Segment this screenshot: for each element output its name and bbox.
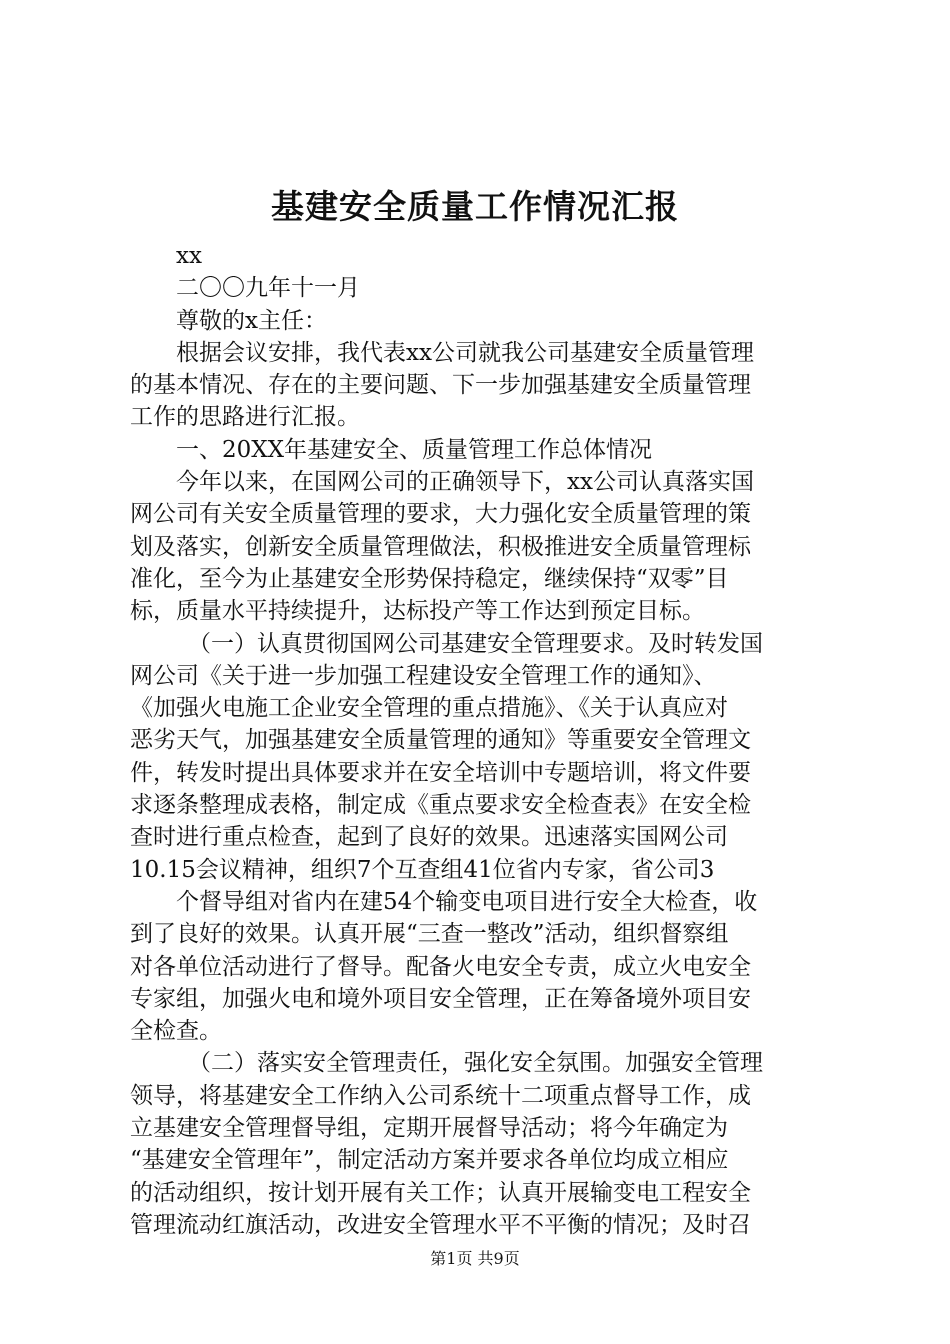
paragraph-line: “基建安全管理年”，制定活动方案并要求各单位均成立相应 — [130, 1147, 729, 1174]
paragraph-line: 管理流动红旗活动，改进安全管理水平不平衡的情况；及时召 — [130, 1211, 751, 1238]
salutation-line: 尊敬的x主任： — [176, 307, 327, 334]
paragraph-line: 划及落实，创新安全质量管理做法，积极推进安全质量管理标 — [130, 533, 751, 560]
paragraph-line: 的基本情况、存在的主要问题、下一步加强基建安全质量管理 — [130, 372, 751, 399]
paragraph-line: 查时进行重点检查，起到了良好的效果。迅速落实国网公司 — [130, 824, 728, 851]
paragraph-line: 个督导组对省内在建54个输变电项目进行安全大检查，收 — [176, 888, 758, 915]
paragraph-line: 根据会议安排，我代表xx公司就我公司基建安全质量管理 — [176, 339, 754, 366]
paragraph-line: 10.15会议精神，组织7个互查组41位省内专家，省公司3 — [130, 856, 715, 883]
paragraph-line: 件，转发时提出具体要求并在安全培训中专题培训，将文件要 — [130, 759, 751, 786]
paragraph-line: （一）认真贯彻国网公司基建安全管理要求。及时转发国 — [188, 630, 763, 657]
page-number-footer: 第1页 共9页 — [430, 1249, 520, 1268]
paragraph-line: 网公司有关安全质量管理的要求，大力强化安全质量管理的策 — [130, 501, 751, 528]
paragraph-line: 全检查。 — [130, 1018, 222, 1045]
paragraph-line: 工作的思路进行汇报。 — [130, 404, 360, 431]
paragraph-line: 到了良好的效果。认真开展“三查一整改”活动，组织督察组 — [130, 921, 729, 948]
paragraph-line: 立基建安全管理督导组，定期开展督导活动；将今年确定为 — [130, 1115, 728, 1142]
paragraph-line: 网公司《关于进一步加强工程建设安全管理工作的通知》、 — [130, 662, 717, 689]
paragraph-line: 标，质量水平持续提升，达标投产等工作达到预定目标。 — [130, 598, 705, 625]
author-line: xx — [176, 243, 202, 269]
paragraph-line: 准化，至今为止基建安全形势保持稳定，继续保持“双零”目 — [130, 565, 729, 592]
paragraph-line: 恶劣天气，加强基建安全质量管理的通知》等重要安全管理文 — [130, 727, 751, 754]
paragraph-line: 的活动组织，按计划开展有关工作；认真开展输变电工程安全 — [130, 1179, 751, 1206]
date-line: 二〇〇九年十一月 — [176, 275, 360, 302]
section-heading: 一、20XX年基建安全、质量管理工作总体情况 — [176, 436, 653, 463]
paragraph-line: 领导，将基建安全工作纳入公司系统十二项重点督导工作，成 — [130, 1082, 751, 1109]
paragraph-line: （二）落实安全管理责任，强化安全氛围。加强安全管理 — [188, 1050, 763, 1077]
paragraph-line: 专家组，加强火电和境外项目安全管理，正在筹备境外项目安 — [130, 985, 751, 1012]
document-body — [130, 240, 830, 1241]
document-title: 基建安全质量工作情况汇报 — [271, 187, 679, 226]
paragraph-line: 《加强火电施工企业安全管理的重点措施》、《关于认真应对 — [130, 695, 728, 722]
paragraph-line: 求逐条整理成表格，制定成《重点要求安全检查表》在安全检 — [130, 792, 751, 819]
paragraph-line: 对各单位活动进行了督导。配备火电安全专责，成立火电安全 — [130, 953, 751, 980]
paragraph-line: 今年以来，在国网公司的正确领导下，xx公司认真落实国 — [176, 469, 754, 496]
